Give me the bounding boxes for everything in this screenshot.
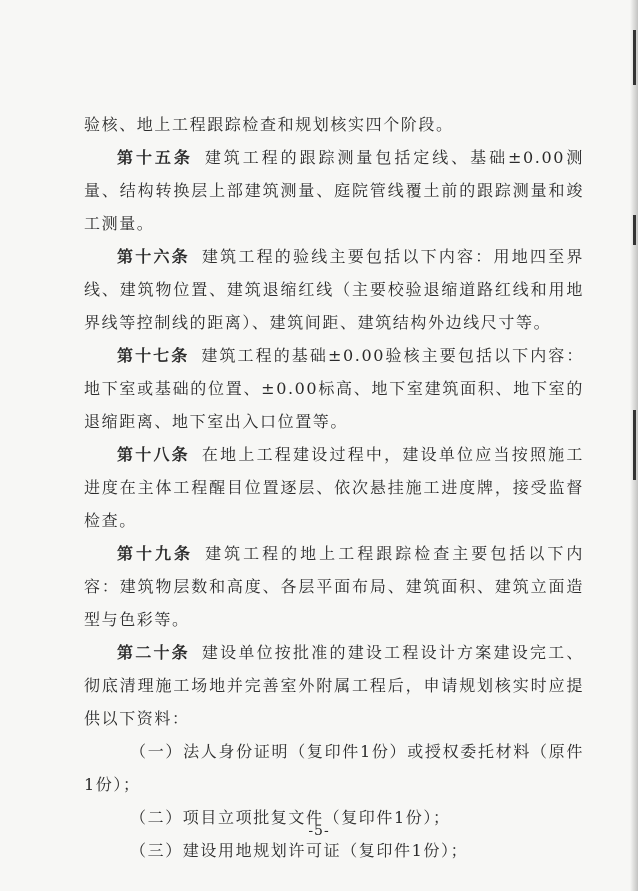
- article-text: 建设单位按批准的建设工程设计方案建设完工、彻底清理施工场地并完善室外附属工程后，申请规划核实时应提供以下资料：: [84, 643, 584, 728]
- article-20: [84, 636, 584, 735]
- article-19: [84, 537, 584, 636]
- article-title: 第十六条: [117, 247, 190, 266]
- article-17: [84, 339, 584, 438]
- article-title: 第二十条: [117, 643, 190, 662]
- page-number: -5-: [308, 823, 330, 839]
- article-18: [84, 438, 584, 537]
- scan-edge-mark: [633, 30, 636, 85]
- list-item: （一）法人身份证明（复印件1份）或授权委托材料（原件1份）；: [84, 742, 584, 794]
- article-title: 第十八条: [117, 445, 190, 464]
- article-text: 建筑工程的地上工程跟踪检查主要包括以下内容：建筑物层数和高度、各层平面布局、建筑面积、建筑立面造型与色彩等。: [84, 544, 584, 629]
- article-title: 第十七条: [117, 346, 190, 365]
- article-text: 建筑工程的验线主要包括以下内容：用地四至界线、建筑物位置、建筑退缩红线（主要校验退缩道路红线和用地界线等控制线的距离）、建筑间距、建筑结构外边线尺寸等。: [84, 247, 584, 332]
- article-text: 建筑工程的跟踪测量包括定线、基础±0.00测量、结构转换层上部建筑测量、庭院管线覆土前的跟踪测量和竣工测量。: [84, 148, 585, 233]
- article-16: [84, 240, 584, 339]
- body-text: [84, 108, 584, 867]
- scan-edge-mark: [633, 410, 636, 480]
- intro-line: 验核、地上工程跟踪检查和规划核实四个阶段。: [84, 115, 454, 134]
- list-item: （二）项目立项批复文件（复印件1份）；: [130, 808, 451, 827]
- article-15: [84, 141, 584, 240]
- article-text: 在地上工程建设过程中，建设单位应当按照施工进度在主体工程醒目位置逐层、依次悬挂施工进度牌，接受监督检查。: [84, 445, 584, 530]
- scan-edge-mark: [633, 215, 636, 245]
- article-text: 建筑工程的基础±0.00验核主要包括以下内容：地下室或基础的位置、±0.00标高、地下室建筑面积、地下室的退缩距离、地下室出入口位置等。: [84, 346, 584, 431]
- article-title: 第十五条: [117, 148, 193, 167]
- article-title: 第十九条: [117, 544, 194, 563]
- list-item: （三）建设用地规划许可证（复印件1份）；: [130, 841, 469, 860]
